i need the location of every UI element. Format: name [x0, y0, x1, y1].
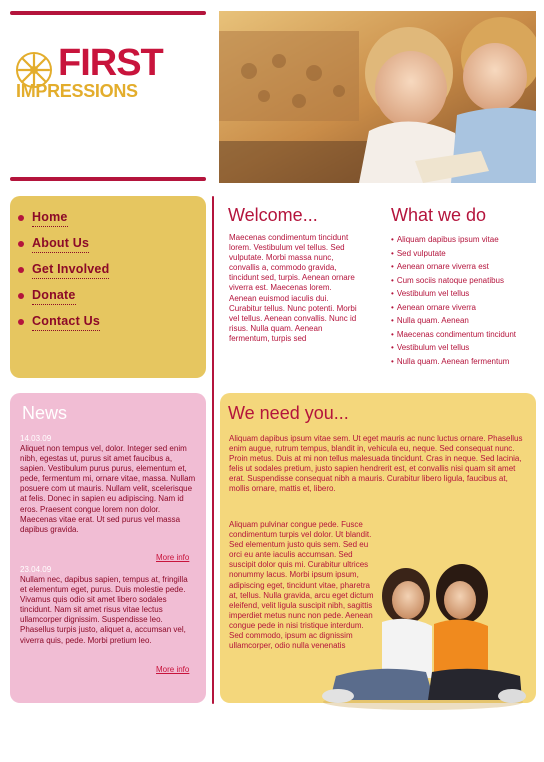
logo[interactable]: [14, 42, 204, 108]
bullet-icon: [18, 241, 24, 247]
column-divider: [212, 196, 214, 704]
nav-label[interactable]: Donate: [32, 288, 76, 305]
news-heading: News: [22, 403, 68, 423]
list-item: • Cum sociis natoque penatibus: [391, 274, 539, 288]
nav-label[interactable]: Get Involved: [32, 262, 109, 279]
bullet-icon: [18, 293, 24, 299]
girls-photo: [316, 560, 530, 712]
nav-label[interactable]: About Us: [32, 236, 89, 253]
news-text: Aliquet non tempus vel, dolor. Integer sed enim nibh, egestas ut, purus sit amet faucibus a, sapien. Vestibulum purus purus, elementum et, pede, fermentum mi, ornare vitae, massa. Nullam posuere com ut mauris. Nullam velit, scelerisque at felis. Donec in sapien eu adipiscing. Nam id eros. Praesent congue lorem non dolor. Maecenas vitae erat. Ut sed purus vel massa dapibus gravida.: [20, 444, 196, 534]
nav-item-contact-us[interactable]: [18, 314, 100, 334]
list-item: • Nulla quam. Aenean fermentum: [391, 355, 539, 369]
list-item: • Aenean ornare viverra: [391, 301, 539, 315]
list-item: • Nulla quam. Aenean: [391, 314, 539, 328]
header-bottom-rule: [10, 177, 206, 181]
welcome-text: Maecenas condimentum tincidunt lorem. Vestibulum vel tellus. Sed vulputate. Morbi massa nunc, convallis a, commodo gravida, tincidunt sed, turpis. Aenean ornare viverra est. Maecenas lorem. Aenean euismod iaculis dui. Curabitur tellus. Nunc potenti. Morbi vel tellus. Aenean convallis. Nunc id risus. Nulla quam. Aenean fermentum, turpis sed: [229, 233, 357, 343]
nav-item-home[interactable]: [18, 210, 68, 230]
list-item: • Vestibulum vel tellus: [391, 341, 539, 355]
nav-item-get-involved[interactable]: [18, 262, 109, 282]
nav-label[interactable]: Home: [32, 210, 68, 227]
we-need-you-text-2: Aliquam pulvinar congue pede. Fusce condimentum turpis vel dolor. Ut blandit. Sed elementum justo quis sem. Sed eu orci eu ante iaculis accumsan. Sed suscipit dolor quis mi. Curabitur ultrices nonummy lacus. Morbi ipsum ipsum, adipiscing eget, tincidunt vitae, pharetra at, tellus. Nulla gravida, arcu eget dictum eleifend, velit ligula suscipit nibh, sagittis imperdiet metus nunc non pede. Aenean congue pede in nisi tristique interdum. Sed commodo, ipsum ac dignissim ullamcorper, odio nulla venenatis: [229, 520, 374, 651]
header-top-rule: [10, 11, 206, 15]
news-text: Nullam nec, dapibus sapien, tempus at, fringilla et elementum eget, purus. Duis molestie pede. Vivamus quis odio sit amet libero sodales tincidunt. Nam sit amet risus vitae lectus ullamcorper dignissim. Suspendisse leo. Phasellus turpis justo, aliquet a, accumsan vel, viverra quis, pede. Morbi pretium leo.: [20, 575, 188, 645]
more-info-link[interactable]: More info: [156, 553, 190, 562]
more-info-link[interactable]: More info: [156, 665, 190, 674]
we-need-you-text: Aliquam dapibus ipsum vitae sem. Ut eget mauris ac nunc luctus ornare. Phasellus enim augue, rutrum tempus, blandit in, vehicula eu, neque. Sed consequat nunc. Proin metus. Duis at mi non tellus malesuada tincidunt. Cras in neque. Sed lacinia, felis ut sodales pretium, justo sapien hendrerit est, et convallis nisi quam sit amet erat. Suspendisse consequat nibh a mauris. Curabitur libero ligula, faucibus at, mollis ornare, mattis et, libero.: [229, 434, 523, 494]
list-item: • Vestibulum vel tellus: [391, 287, 539, 301]
children-reading-photo: [219, 11, 536, 183]
bullet-icon: [18, 267, 24, 273]
we-need-you-heading: We need you...: [228, 403, 349, 423]
bullet-icon: [18, 319, 24, 325]
nav-item-donate[interactable]: [18, 288, 76, 308]
nav-label[interactable]: Contact Us: [32, 314, 100, 331]
news-date: 23.04.09: [20, 565, 52, 574]
logo-first-text: FIRST: [58, 42, 163, 84]
list-item: • Aliquam dapibus ipsum vitae: [391, 233, 539, 247]
logo-impressions-text: IMPRESSIONS: [16, 81, 138, 101]
bullet-icon: [18, 215, 24, 221]
what-we-do-heading: What we do: [391, 205, 487, 225]
list-item: • Aenean ornare viverra est: [391, 260, 539, 274]
nav-item-about-us[interactable]: [18, 236, 89, 256]
list-item: • Maecenas condimentum tincidunt: [391, 328, 539, 342]
news-date: 14.03.09: [20, 434, 52, 443]
list-item: • Sed vulputate: [391, 247, 539, 261]
welcome-heading: Welcome...: [228, 205, 318, 225]
what-we-do-list: [391, 233, 539, 368]
